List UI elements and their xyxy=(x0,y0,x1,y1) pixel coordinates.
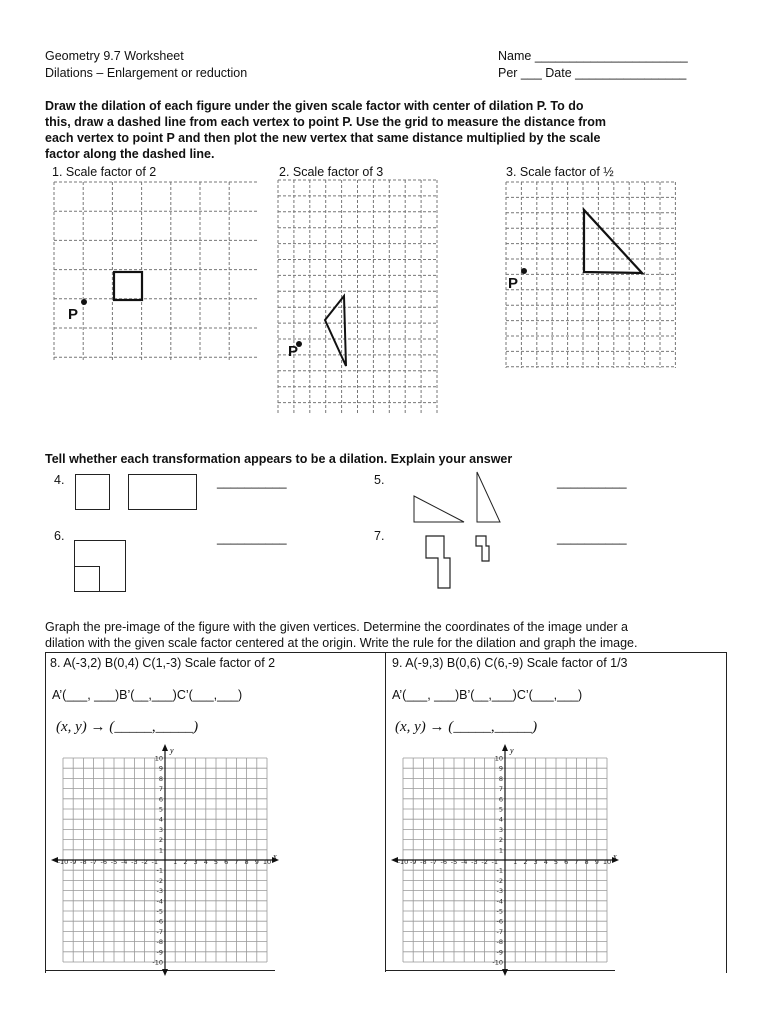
section3-instructions xyxy=(45,619,637,651)
x-tick-label: 6 xyxy=(224,858,229,866)
center-point-dot xyxy=(521,268,527,274)
y-tick-label: -9 xyxy=(156,948,163,957)
problem-9-rule[interactable] xyxy=(395,719,537,736)
x-tick-label: -7 xyxy=(90,858,97,866)
y-tick-label: -5 xyxy=(496,907,503,916)
y-tick-label: 7 xyxy=(498,785,503,794)
y-tick-label: 10 xyxy=(494,754,503,763)
y-axis-arrow-up xyxy=(162,744,168,751)
worksheet-title: Geometry 9.7 Worksheet xyxy=(45,49,184,63)
y-tick-label: 8 xyxy=(158,774,163,783)
item-7-shapes xyxy=(420,530,500,594)
y-tick-label: 1 xyxy=(158,846,163,855)
center-point-label: P xyxy=(68,306,79,323)
x-tick-label: 9 xyxy=(594,858,599,866)
problem-8-coords[interactable]: A’(___, ___)B’(__,___)C’(___,___) xyxy=(52,688,243,702)
problem-1-square xyxy=(114,272,142,300)
instruction-line: Draw the dilation of each figure under the given scale factor with center of dilation P. To do xyxy=(45,99,584,113)
problem-8-title: 8. A(-3,2) B(0,4) C(1,-3) Scale factor of 2 xyxy=(50,656,276,670)
y-tick-label: -8 xyxy=(156,938,163,947)
x-tick-label: -8 xyxy=(420,858,427,866)
x-tick-label: 8 xyxy=(584,858,589,866)
x-tick-label: 5 xyxy=(553,858,559,866)
name-field[interactable]: Name ______________________ xyxy=(498,49,688,63)
y-tick-label: -1 xyxy=(496,866,503,875)
x-tick-label: 2 xyxy=(183,858,188,866)
center-point-label: P xyxy=(508,275,519,292)
item-6-answer[interactable]: __________ xyxy=(217,531,287,545)
y-tick-label: 2 xyxy=(498,836,503,845)
item-5-triangle-b xyxy=(477,472,500,522)
y-tick-label: 9 xyxy=(158,764,163,773)
y-tick-label: 9 xyxy=(498,764,503,773)
y-tick-label: -9 xyxy=(496,948,503,957)
problem-9-coords[interactable]: A’(___, ___)B’(__,___)C’(___,___) xyxy=(392,688,583,702)
problem-8-coordinate-plane[interactable] xyxy=(55,743,280,973)
y-tick-label: -2 xyxy=(496,876,503,885)
x-tick-label: -10 xyxy=(57,858,69,866)
x-tick-label: 6 xyxy=(564,858,569,866)
x-tick-label: 7 xyxy=(574,858,579,866)
rule-blank[interactable]: _____,_____ xyxy=(114,719,194,735)
problem-2-grid[interactable] xyxy=(278,180,438,414)
y-tick-label: 4 xyxy=(158,815,163,824)
x-tick-label: -1 xyxy=(151,858,159,866)
x-tick-label: -3 xyxy=(131,858,138,866)
worksheet-subtitle: Dilations – Enlargement or reduction xyxy=(45,66,248,80)
x-tick-label: 8 xyxy=(244,858,249,866)
x-tick-label: 1 xyxy=(513,858,518,866)
problem-8-rule[interactable] xyxy=(56,719,198,736)
x-tick-label: 3 xyxy=(193,858,198,866)
frame-divider xyxy=(385,652,386,972)
y-tick-label: -3 xyxy=(156,887,163,896)
y-axis-arrow-up xyxy=(502,744,508,751)
center-point-label: P xyxy=(288,343,299,360)
instruction-line: each vertex to point P and then plot the new vertex that same distance multiplied by the scale xyxy=(45,131,601,145)
x-tick-label: 7 xyxy=(234,858,239,866)
problem-3-grid[interactable] xyxy=(506,182,678,368)
x-tick-label: 10 xyxy=(602,858,612,866)
y-tick-label: 1 xyxy=(498,846,503,855)
y-tick-label: -7 xyxy=(496,927,503,936)
instruction-line: Graph the pre-image of the figure with the given vertices. Determine the coordinates of the image under a xyxy=(45,620,628,634)
y-tick-label: 7 xyxy=(158,785,163,794)
y-tick-label: 8 xyxy=(498,774,503,783)
y-tick-label: 3 xyxy=(498,825,503,834)
problem-9-coordinate-plane[interactable] xyxy=(395,743,620,973)
item-5-triangles xyxy=(410,468,506,526)
x-tick-label: -5 xyxy=(450,858,458,866)
y-tick-label: 4 xyxy=(498,815,503,824)
x-tick-label: 1 xyxy=(173,858,178,866)
y-tick-label: 10 xyxy=(154,754,163,763)
x-tick-label: -9 xyxy=(69,858,77,866)
x-tick-label: 10 xyxy=(262,858,272,866)
y-tick-label: -2 xyxy=(156,876,163,885)
section1-instructions xyxy=(45,98,606,162)
x-tick-label: -5 xyxy=(110,858,118,866)
x-tick-label: 4 xyxy=(203,858,208,866)
y-tick-label: 3 xyxy=(158,825,163,834)
y-tick-label: -6 xyxy=(496,917,503,926)
rule-blank[interactable]: _____,_____ xyxy=(453,719,533,735)
problem-9-title: 9. A(-9,3) B(0,6) C(6,-9) Scale factor of 1/3 xyxy=(392,656,628,670)
item-4-number: 4. xyxy=(54,473,65,487)
item-6-small-square xyxy=(74,566,100,592)
item-4-answer[interactable]: __________ xyxy=(217,475,287,489)
x-tick-label: -9 xyxy=(409,858,417,866)
problem-3-label: 3. Scale factor of ½ xyxy=(506,165,614,179)
dashed-grid-lines xyxy=(54,182,258,362)
problem-3-triangle xyxy=(584,210,642,273)
center-point-dot xyxy=(81,299,87,305)
x-tick-label: -7 xyxy=(430,858,437,866)
item-7-number: 7. xyxy=(374,529,385,543)
x-tick-label: -8 xyxy=(80,858,87,866)
x-tick-label: -10 xyxy=(397,858,409,866)
x-tick-label: -2 xyxy=(141,858,148,866)
x-tick-label: 2 xyxy=(523,858,528,866)
item-5-answer[interactable]: __________ xyxy=(557,475,627,489)
rule-lhs: (x, y) → ( xyxy=(395,719,454,735)
item-4-small-square xyxy=(75,474,110,510)
y-axis-label: y xyxy=(510,746,514,755)
item-5-number: 5. xyxy=(374,473,385,487)
y-tick-label: 6 xyxy=(158,795,163,804)
x-tick-label: -2 xyxy=(481,858,488,866)
rule-lhs: (x, y) → ( xyxy=(56,719,115,735)
y-tick-label: -8 xyxy=(496,938,503,947)
rule-rhs: ) xyxy=(193,719,199,735)
rule-rhs: ) xyxy=(532,719,538,735)
y-tick-label: 6 xyxy=(498,795,503,804)
x-tick-label: 3 xyxy=(533,858,538,866)
x-tick-label: -6 xyxy=(100,858,108,866)
y-tick-label: -1 xyxy=(156,866,163,875)
dashed-grid-lines xyxy=(506,182,676,368)
y-tick-label: 5 xyxy=(158,805,163,814)
item-5-triangle-a xyxy=(414,496,464,522)
problem-2-label: 2. Scale factor of 3 xyxy=(279,165,384,179)
x-axis-label: x xyxy=(273,852,277,861)
y-tick-label: 5 xyxy=(498,805,503,814)
y-tick-label: -10 xyxy=(152,958,163,967)
y-tick-label: -10 xyxy=(492,958,503,967)
y-axis-label: y xyxy=(170,746,174,755)
x-tick-label: -1 xyxy=(491,858,499,866)
x-tick-label: 5 xyxy=(213,858,219,866)
x-tick-label: -4 xyxy=(120,858,128,866)
y-tick-label: -4 xyxy=(156,897,163,906)
x-tick-label: -4 xyxy=(460,858,468,866)
x-axis-label: x xyxy=(613,852,617,861)
y-axis-arrow-down xyxy=(162,969,168,976)
item-7-shape-a xyxy=(426,536,450,588)
y-axis-arrow-down xyxy=(502,969,508,976)
instruction-line: dilation with the given scale factor centered at the origin. Write the rule for the dilation and graph the image. xyxy=(45,636,638,650)
problem-1-grid[interactable] xyxy=(54,182,262,362)
instruction-line: this, draw a dashed line from each vertex to point P. Use the grid to measure the distance from xyxy=(45,115,607,129)
instruction-line: factor along the dashed line. xyxy=(45,147,215,161)
y-tick-label: 2 xyxy=(158,836,163,845)
y-tick-label: -3 xyxy=(496,887,503,896)
x-tick-label: -3 xyxy=(471,858,478,866)
item-6-number: 6. xyxy=(54,529,65,543)
y-tick-label: -6 xyxy=(156,917,163,926)
x-tick-label: 4 xyxy=(543,858,548,866)
y-tick-label: -7 xyxy=(156,927,163,936)
problem-2-triangle xyxy=(325,296,346,366)
x-tick-label: 9 xyxy=(254,858,259,866)
problem-1-label: 1. Scale factor of 2 xyxy=(52,165,157,179)
y-tick-label: -4 xyxy=(496,897,503,906)
x-tick-label: -6 xyxy=(440,858,448,866)
period-date-field[interactable]: Per ___ Date ________________ xyxy=(498,66,687,80)
item-7-answer[interactable]: __________ xyxy=(557,531,627,545)
item-4-rectangle xyxy=(128,474,197,510)
dashed-grid-lines xyxy=(278,180,438,414)
item-7-shape-b xyxy=(476,536,489,561)
y-tick-label: -5 xyxy=(156,907,163,916)
section2-heading: Tell whether each transformation appears to be a dilation. Explain your answer xyxy=(45,452,513,466)
